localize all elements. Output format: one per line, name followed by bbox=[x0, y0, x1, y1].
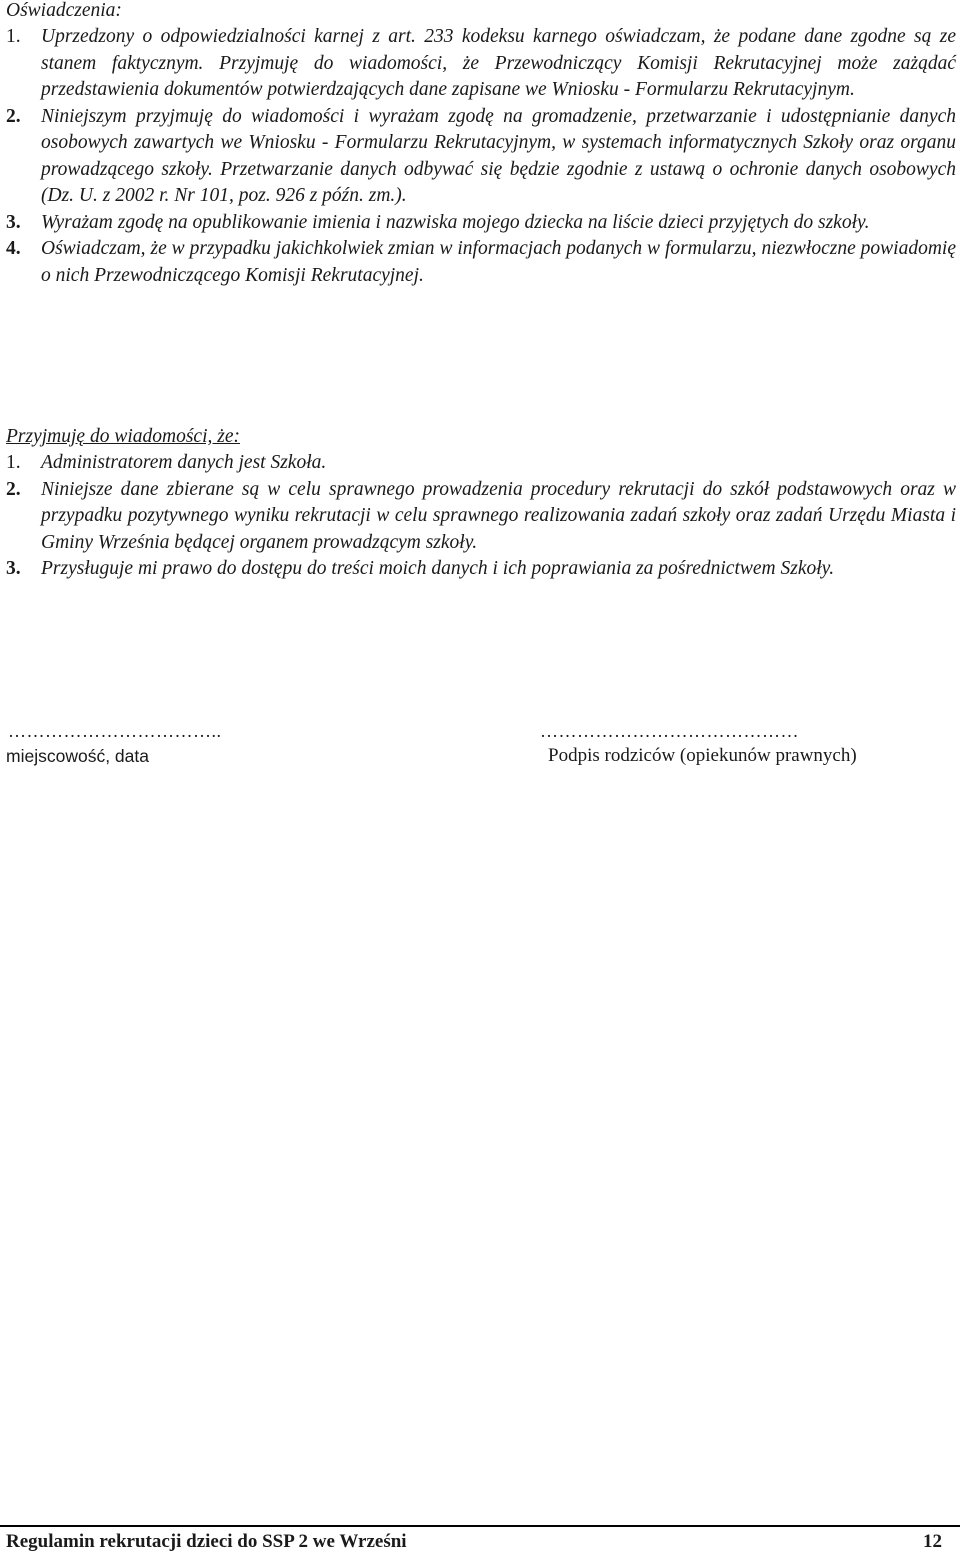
acknowledgement-text: Niniejsze dane zbierane są w celu sprawnego prowadzenia procedury rekrutacji do szkół podstawowych oraz w przypadku pozytywnego wyniku rekrutacji w celu sprawnego realizowania zadań szkoły oraz zadań Urzędu Miasta i Gminy Września będącej organem prowadzącym szkoły. bbox=[41, 478, 956, 553]
place-date-dots: …………………………….. bbox=[8, 721, 222, 741]
acknowledgement-heading: Przyjmuję do wiadomości, że: bbox=[6, 426, 240, 447]
place-date-label: miejscowość, data bbox=[6, 746, 149, 766]
acknowledgement-item-2 bbox=[6, 477, 956, 557]
page-number: 12 bbox=[923, 1531, 942, 1552]
declarations-list bbox=[6, 24, 956, 289]
parent-signature-dots: …………………………………… bbox=[540, 721, 799, 741]
declaration-number: 2. bbox=[6, 105, 21, 127]
acknowledgement-number: 1. bbox=[6, 452, 21, 473]
declaration-item-2 bbox=[6, 104, 956, 210]
acknowledgement-list bbox=[6, 450, 956, 583]
declaration-number: 4. bbox=[6, 238, 21, 259]
declaration-item-3 bbox=[6, 210, 956, 237]
declaration-text: Wyrażam zgodę na opublikowanie imienia i nazwiska mojego dziecka na liście dzieci przyjętych do szkoły. bbox=[41, 211, 870, 233]
declaration-number: 3. bbox=[6, 211, 21, 233]
declaration-number: 1. bbox=[6, 26, 21, 47]
acknowledgement-item-1 bbox=[6, 450, 956, 477]
acknowledgement-number: 3. bbox=[6, 558, 21, 579]
footer-title: Regulamin rekrutacji dzieci do SSP 2 we Wrześni bbox=[6, 1531, 407, 1552]
declaration-text: Uprzedzony o odpowiedzialności karnej z art. 233 kodeksu karnego oświadczam, że podane dane zgodne są ze stanem faktycznym. Przyjmuję do wiadomości, że Przewodniczący Komisji Rekrutacyjnej może zażądać przedstawienia dokumentów potwierdzających dane zapisane we Wniosku - Formularzu Rekrutacyjnym. bbox=[41, 26, 956, 100]
declaration-item-4 bbox=[6, 236, 956, 289]
acknowledgement-text: Przysługuje mi prawo do dostępu do treści moich danych i ich poprawiania za pośrednictwem Szkoły. bbox=[41, 558, 835, 579]
footer-divider bbox=[0, 1525, 960, 1527]
declaration-text: Niniejszym przyjmuję do wiadomości i wyrażam zgodę na gromadzenie, przetwarzanie i udostępnianie danych osobowych zawartych we Wniosku - Formularzu Rekrutacyjnym, w systemach informatycznych Szkoły oraz organu prowadzącego szkoły. Przetwarzanie danych odbywać się będzie zgodnie z ustawą o ochronie danych osobowych (Dz. U. z 2002 r. Nr 101, poz. 926 z późn. zm.). bbox=[41, 105, 956, 206]
declarations-heading: Oświadczenia: bbox=[6, 0, 122, 21]
acknowledgement-text: Administratorem danych jest Szkoła. bbox=[41, 452, 327, 473]
declaration-text: Oświadczam, że w przypadku jakichkolwiek zmian w informacjach podanych w formularzu, niezwłoczne powiadomię o nich Przewodniczącego Komisji Rekrutacyjnej. bbox=[41, 238, 956, 286]
parent-signature-label: Podpis rodziców (opiekunów prawnych) bbox=[548, 745, 857, 766]
acknowledgement-number: 2. bbox=[6, 478, 21, 500]
declaration-item-1 bbox=[6, 24, 956, 104]
acknowledgement-item-3 bbox=[6, 556, 956, 583]
